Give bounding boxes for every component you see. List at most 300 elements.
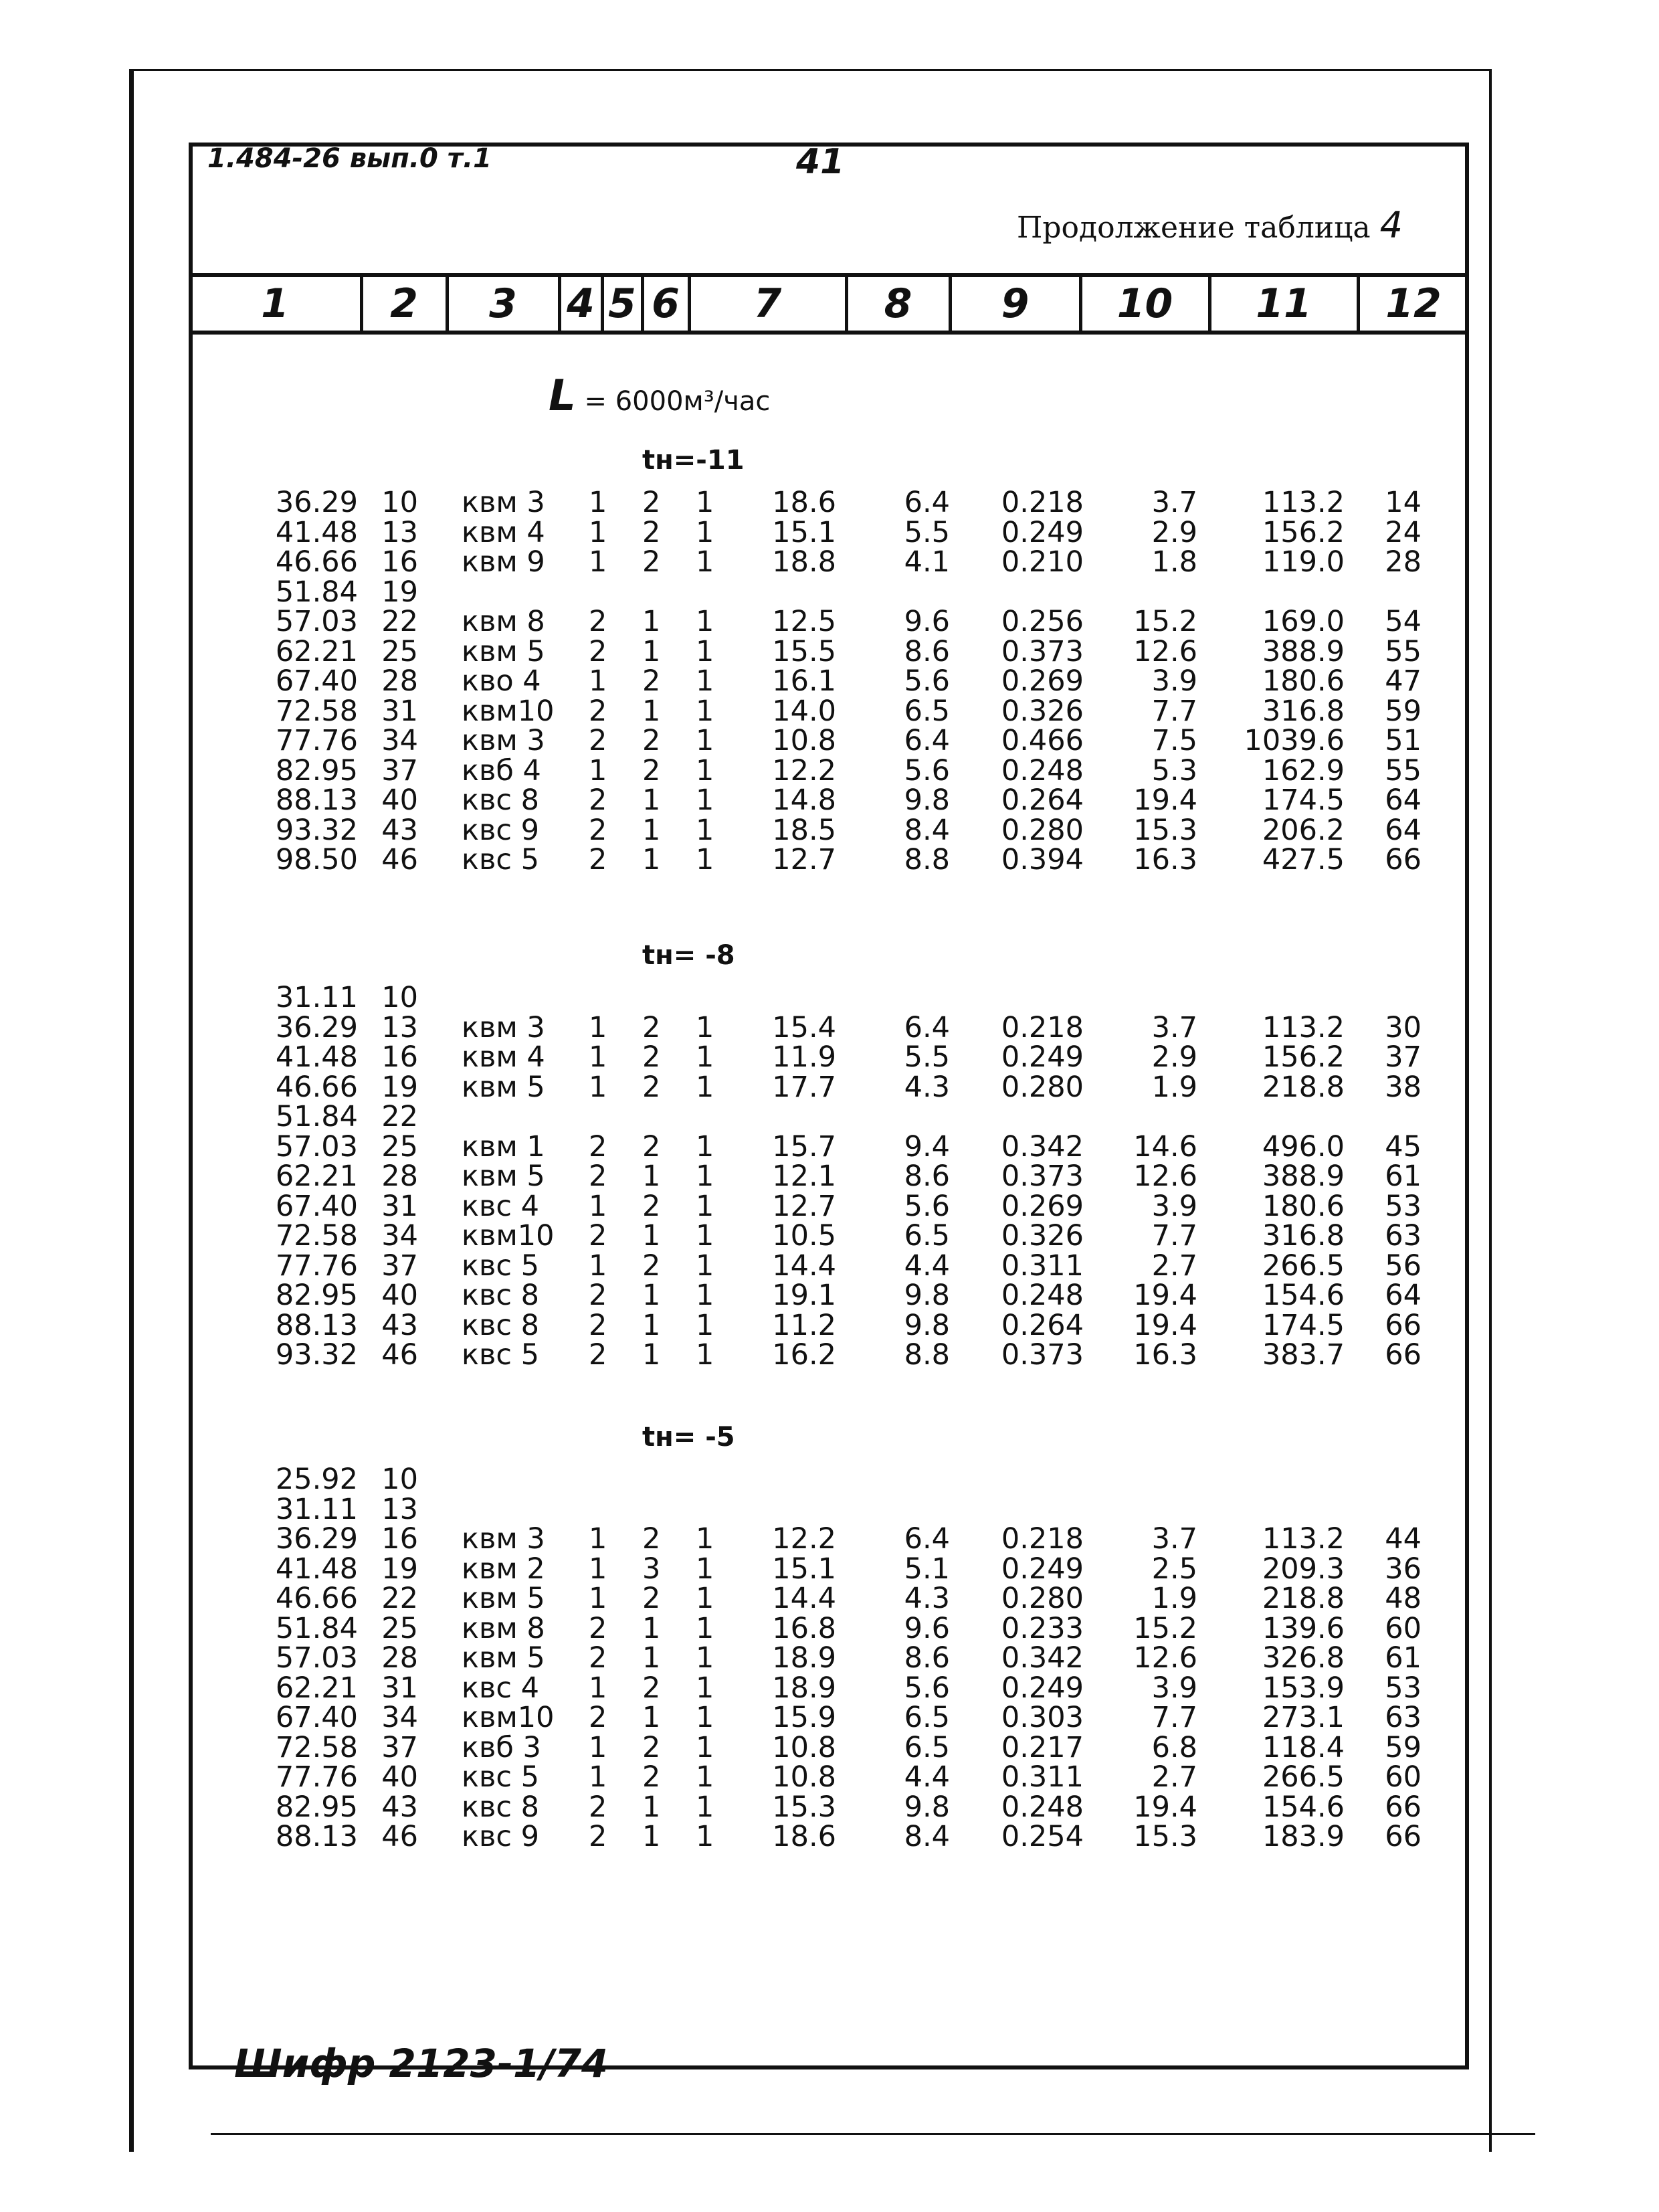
table-cell-col1: 82.95: [275, 753, 358, 788]
table-cell-col1: 41.48: [275, 515, 358, 549]
table-cell-col3: квм 3: [462, 486, 545, 519]
table-cell-col12: 66: [1385, 1308, 1422, 1342]
table-cell-col9: 0.373: [1001, 634, 1084, 668]
table-cell-col4: 1: [589, 1522, 607, 1556]
table-cell-col9: 0.210: [1001, 545, 1084, 579]
table-cell-col10: 3.7: [1151, 1010, 1197, 1044]
table-cell-col7: 18.6: [772, 486, 836, 519]
table-cell-col11: 388.9: [1262, 1160, 1345, 1193]
table-cell-col1: 57.03: [275, 1641, 358, 1675]
table-cell-col9: 0.373: [1001, 1160, 1084, 1193]
table-cell-col5: 1: [642, 784, 661, 817]
table-cell-col12: 64: [1385, 784, 1422, 817]
table-cell-col12: 61: [1385, 1160, 1422, 1193]
table-cell-col2: 16: [381, 1522, 418, 1556]
table-cell-col7: 10.8: [772, 1760, 836, 1794]
column-header-5: 5: [608, 280, 636, 327]
table-cell-col1: 41.48: [275, 1040, 358, 1074]
table-cell-col3: квм 8: [462, 605, 545, 638]
table-cell-col10: 7.5: [1151, 724, 1197, 757]
table-cell-col1: 31.11: [275, 1492, 358, 1526]
column-divider: [949, 277, 952, 331]
table-cell-col5: 1: [642, 605, 661, 638]
table-cell-col1: 88.13: [275, 1820, 358, 1853]
table-cell-col4: 2: [589, 634, 607, 668]
table-cell-col2: 46: [381, 1338, 418, 1372]
table-cell-col5: 1: [642, 1219, 661, 1253]
table-cell-col7: 15.3: [772, 1790, 836, 1824]
table-cell-col3: квм 1: [462, 1129, 545, 1164]
table-cell-col9: 0.269: [1001, 1189, 1084, 1223]
column-header-1: 1: [261, 280, 289, 327]
table-cell-col1: 98.50: [275, 843, 358, 877]
table-cell-col4: 1: [589, 486, 607, 519]
table-cell-col8: 8.8: [904, 843, 950, 877]
table-cell-col3: квм 3: [462, 1010, 545, 1044]
table-cell-col1: 62.21: [275, 634, 358, 668]
column-divider: [688, 277, 691, 331]
table-cell-col7: 12.2: [772, 1522, 836, 1556]
footer-code: Шифр 2123-1/74: [234, 2041, 609, 2086]
airflow-value: = 6000м³/час: [584, 386, 771, 417]
column-header-7: 7: [753, 280, 782, 327]
table-cell-col10: 2.9: [1151, 515, 1197, 549]
table-cell-col12: 59: [1385, 694, 1422, 728]
table-cell-col10: 16.3: [1133, 843, 1197, 877]
table-cell-col6: 1: [696, 694, 714, 728]
table-cell-col3: квб 3: [462, 1730, 541, 1764]
table-cell-col5: 2: [642, 1522, 661, 1556]
table-cell-col4: 1: [589, 515, 607, 549]
table-cell-col3: квм10: [462, 1219, 555, 1253]
column-header-12: 12: [1385, 280, 1442, 327]
table-cell-col1: 93.32: [275, 1338, 358, 1372]
table-cell-col9: 0.269: [1001, 664, 1084, 698]
table-cell-col2: 25: [381, 634, 418, 668]
table-cell-col4: 1: [589, 664, 607, 698]
table-cell-col7: 10.8: [772, 724, 836, 757]
table-cell-col5: 1: [642, 634, 661, 668]
table-cell-col7: 10.5: [772, 1219, 836, 1253]
table-cell-col6: 1: [696, 1010, 714, 1044]
table-cell-col3: квм 3: [462, 1522, 545, 1556]
table-cell-col6: 1: [696, 1790, 714, 1824]
table-cell-col3: квм 8: [462, 1611, 545, 1645]
table-cell-col6: 1: [696, 634, 714, 668]
table-cell-col1: 62.21: [275, 1160, 358, 1193]
table-cell-col2: 25: [381, 1611, 418, 1645]
table-cell-col5: 2: [642, 486, 661, 519]
table-cell-col9: 0.218: [1001, 1522, 1084, 1556]
page-number: 41: [796, 142, 845, 182]
table-cell-col11: 154.6: [1262, 1279, 1345, 1312]
table-cell-col9: 0.249: [1001, 515, 1084, 549]
table-cell-col1: 46.66: [275, 1070, 358, 1104]
table-cell-col6: 1: [696, 1671, 714, 1705]
table-cell-col2: 37: [381, 1730, 418, 1764]
table-cell-col9: 0.256: [1001, 605, 1084, 638]
table-cell-col2: 46: [381, 843, 418, 877]
table-cell-col1: 36.29: [275, 486, 358, 519]
table-cell-col8: 6.4: [904, 1522, 950, 1556]
table-cell-col11: 169.0: [1262, 605, 1345, 638]
table-cell-col3: квм 5: [462, 1641, 545, 1675]
table-cell-col3: квм10: [462, 1701, 555, 1734]
table-cell-col12: 14: [1385, 486, 1422, 519]
table-cell-col8: 8.6: [904, 634, 950, 668]
table-cell-col3: квм 5: [462, 1582, 545, 1615]
column-header-11: 11: [1256, 280, 1312, 327]
table-cell-col11: 206.2: [1262, 813, 1345, 847]
table-cell-col4: 1: [589, 545, 607, 579]
table-cell-col8: 9.8: [904, 1279, 950, 1312]
table-cell-col12: 48: [1385, 1582, 1422, 1615]
table-cell-col3: квм 5: [462, 1160, 545, 1193]
table-cell-col2: 31: [381, 1189, 418, 1223]
table-cell-col7: 14.4: [772, 1582, 836, 1615]
table-cell-col12: 36: [1385, 1552, 1422, 1586]
table-cell-col2: 34: [381, 1219, 418, 1253]
column-header-4: 4: [567, 280, 595, 327]
table-cell-col10: 15.2: [1133, 1611, 1197, 1645]
document-reference: 1.484-26 вып.0 т.1: [207, 143, 492, 174]
table-cell-col11: 118.4: [1262, 1730, 1345, 1764]
table-cell-col12: 66: [1385, 843, 1422, 877]
table-cell-col1: 88.13: [275, 784, 358, 817]
table-cell-col11: 113.2: [1262, 1522, 1345, 1556]
table-cell-col1: 57.03: [275, 1129, 358, 1164]
table-cell-col5: 1: [642, 1611, 661, 1645]
table-cell-col7: 11.9: [772, 1040, 836, 1074]
table-cell-col10: 12.6: [1133, 1160, 1197, 1193]
table-cell-col2: 28: [381, 664, 418, 698]
table-cell-col3: квс 8: [462, 1308, 539, 1342]
table-cell-col9: 0.248: [1001, 1279, 1084, 1312]
table-cell-col11: 113.2: [1262, 1010, 1345, 1044]
table-cell-col9: 0.373: [1001, 1338, 1084, 1372]
table-cell-col12: 64: [1385, 1279, 1422, 1312]
table-cell-col10: 3.7: [1151, 1522, 1197, 1556]
table-cell-col3: квм 5: [462, 634, 545, 668]
table-cell-col7: 15.1: [772, 1552, 836, 1586]
table-cell-col10: 7.7: [1151, 694, 1197, 728]
column-header-6: 6: [652, 280, 680, 327]
table-cell-col10: 3.7: [1151, 486, 1197, 519]
table-cell-col6: 1: [696, 1641, 714, 1675]
table-cell-col8: 9.4: [904, 1129, 950, 1164]
table-cell-col2: 10: [381, 1463, 418, 1496]
table-cell-col1: 77.76: [275, 1760, 358, 1794]
table-cell-col5: 1: [642, 1790, 661, 1824]
table-cell-col6: 1: [696, 1338, 714, 1372]
table-cell-col8: 8.6: [904, 1160, 950, 1193]
table-cell-col12: 53: [1385, 1671, 1422, 1705]
table-cell-col12: 66: [1385, 1790, 1422, 1824]
table-cell-col6: 1: [696, 784, 714, 817]
table-cell-col3: квс 5: [462, 843, 539, 877]
table-cell-col2: 22: [381, 1582, 418, 1615]
table-cell-col10: 12.6: [1133, 1641, 1197, 1675]
table-cell-col3: квм 2: [462, 1552, 545, 1586]
table-cell-col7: 11.2: [772, 1308, 836, 1342]
table-cell-col11: 273.1: [1262, 1701, 1345, 1734]
table-cell-col6: 1: [696, 753, 714, 788]
table-cell-col10: 3.9: [1151, 664, 1197, 698]
table-cell-col2: 19: [381, 1552, 418, 1586]
table-cell-col1: 93.32: [275, 813, 358, 847]
table-cell-col8: 4.3: [904, 1582, 950, 1615]
table-cell-col3: квм 5: [462, 1070, 545, 1104]
table-cell-col9: 0.233: [1001, 1611, 1084, 1645]
table-cell-col6: 1: [696, 1189, 714, 1223]
table-cell-col3: квс 8: [462, 1790, 539, 1824]
table-cell-col11: 154.6: [1262, 1790, 1345, 1824]
table-cell-col5: 2: [642, 1760, 661, 1794]
table-cell-col11: 174.5: [1262, 784, 1345, 817]
table-cell-col2: 16: [381, 545, 418, 579]
table-cell-col8: 9.8: [904, 1790, 950, 1824]
table-cell-col10: 19.4: [1133, 784, 1197, 817]
table-cell-col9: 0.218: [1001, 486, 1084, 519]
table-cell-col4: 2: [589, 1219, 607, 1253]
table-cell-col10: 1.9: [1151, 1070, 1197, 1104]
table-cell-col7: 18.9: [772, 1671, 836, 1705]
table-cell-col4: 2: [589, 1611, 607, 1645]
table-cell-col11: 139.6: [1262, 1611, 1345, 1645]
table-cell-col6: 1: [696, 545, 714, 579]
table-cell-col11: 209.3: [1262, 1552, 1345, 1586]
table-cell-col11: 162.9: [1262, 753, 1345, 788]
table-cell-col11: 183.9: [1262, 1820, 1345, 1853]
table-cell-col5: 2: [642, 1189, 661, 1223]
table-cell-col2: 13: [381, 515, 418, 549]
table-cell-col7: 16.1: [772, 664, 836, 698]
table-cell-col4: 2: [589, 1338, 607, 1372]
table-cell-col9: 0.264: [1001, 1308, 1084, 1342]
table-cell-col11: 388.9: [1262, 634, 1345, 668]
table-cell-col1: 46.66: [275, 1582, 358, 1615]
table-cell-col8: 4.3: [904, 1070, 950, 1104]
table-cell-col4: 2: [589, 724, 607, 757]
table-cell-col7: 19.1: [772, 1279, 836, 1312]
table-cell-col6: 1: [696, 1308, 714, 1342]
table-cell-col6: 1: [696, 724, 714, 757]
table-cell-col3: квс 8: [462, 784, 539, 817]
table-cell-col8: 9.6: [904, 1611, 950, 1645]
table-cell-col1: 67.40: [275, 1701, 358, 1734]
table-cell-col4: 1: [589, 1010, 607, 1044]
table-cell-col4: 2: [589, 605, 607, 638]
table-cell-col8: 6.4: [904, 1010, 950, 1044]
table-cell-col5: 2: [642, 1070, 661, 1104]
table-cell-col10: 2.5: [1151, 1552, 1197, 1586]
table-cell-col10: 19.4: [1133, 1790, 1197, 1824]
table-cell-col4: 2: [589, 1160, 607, 1193]
table-cell-col8: 6.5: [904, 1730, 950, 1764]
table-cell-col11: 427.5: [1262, 843, 1345, 877]
table-cell-col3: квс 5: [462, 1338, 539, 1372]
table-cell-col1: 62.21: [275, 1671, 358, 1705]
table-cell-col12: 53: [1385, 1189, 1422, 1223]
table-cell-col12: 24: [1385, 515, 1422, 549]
table-cell-col11: 180.6: [1262, 1189, 1345, 1223]
table-cell-col2: 22: [381, 1100, 418, 1133]
table-cell-col1: 88.13: [275, 1308, 358, 1342]
table-cell-col3: квс 4: [462, 1189, 539, 1223]
table-cell-col3: квс 8: [462, 1279, 539, 1312]
table-cell-col2: 40: [381, 1760, 418, 1794]
table-cell-col12: 59: [1385, 1730, 1422, 1764]
table-cell-col3: квс 4: [462, 1671, 539, 1705]
table-cell-col6: 1: [696, 1279, 714, 1312]
table-cell-col10: 2.9: [1151, 1040, 1197, 1074]
column-divider: [1208, 277, 1211, 331]
table-cell-col8: 6.5: [904, 1219, 950, 1253]
table-cell-col7: 16.2: [772, 1338, 836, 1372]
table-cell-col6: 1: [696, 1760, 714, 1794]
table-cell-col4: 1: [589, 1189, 607, 1223]
table-cell-col7: 18.8: [772, 545, 836, 579]
table-cell-col12: 61: [1385, 1641, 1422, 1675]
table-cell-col10: 5.3: [1151, 753, 1197, 788]
table-cell-col8: 4.4: [904, 1760, 950, 1794]
table-cell-col5: 1: [642, 1641, 661, 1675]
table-cell-col10: 19.4: [1133, 1308, 1197, 1342]
table-cell-col7: 14.4: [772, 1249, 836, 1283]
table-cell-col3: квм 4: [462, 515, 545, 549]
table-cell-col3: квб 4: [462, 753, 541, 788]
table-cell-col11: 218.8: [1262, 1582, 1345, 1615]
column-divider: [360, 277, 363, 331]
table-cell-col7: 17.7: [772, 1070, 836, 1104]
section-title: tн=-11: [642, 445, 745, 476]
table-cell-col10: 7.7: [1151, 1701, 1197, 1734]
table-cell-col5: 2: [642, 515, 661, 549]
table-cell-col4: 1: [589, 1552, 607, 1586]
table-cell-col1: 82.95: [275, 1279, 358, 1312]
table-cell-col4: 2: [589, 1641, 607, 1675]
table-cell-col4: 2: [589, 1279, 607, 1312]
table-cell-col11: 316.8: [1262, 694, 1345, 728]
table-cell-col2: 22: [381, 605, 418, 638]
table-continuation-title: [1017, 204, 1403, 246]
table-cell-col4: 2: [589, 784, 607, 817]
table-cell-col7: 18.9: [772, 1641, 836, 1675]
table-cell-col7: 15.1: [772, 515, 836, 549]
table-cell-col12: 66: [1385, 1820, 1422, 1853]
table-cell-col12: 38: [1385, 1070, 1422, 1104]
table-cell-col8: 5.1: [904, 1552, 950, 1586]
table-cell-col9: 0.280: [1001, 1070, 1084, 1104]
table-cell-col12: 37: [1385, 1040, 1422, 1074]
table-cell-col8: 5.6: [904, 664, 950, 698]
table-cell-col11: 266.5: [1262, 1760, 1345, 1794]
table-cell-col1: 51.84: [275, 575, 358, 609]
table-cell-col12: 28: [1385, 545, 1422, 579]
table-cell-col10: 2.7: [1151, 1760, 1197, 1794]
table-cell-col12: 55: [1385, 753, 1422, 788]
table-cell-col8: 4.4: [904, 1249, 950, 1283]
table-cell-col9: 0.466: [1001, 724, 1084, 757]
table-cell-col9: 0.218: [1001, 1010, 1084, 1044]
table-cell-col9: 0.280: [1001, 1582, 1084, 1615]
column-header-3: 3: [489, 280, 517, 327]
table-cell-col12: 51: [1385, 724, 1422, 757]
table-cell-col1: 41.48: [275, 1552, 358, 1586]
table-cell-col6: 1: [696, 1129, 714, 1164]
table-cell-col2: 40: [381, 1279, 418, 1312]
table-cell-col4: 1: [589, 1760, 607, 1794]
table-cell-col6: 1: [696, 843, 714, 877]
table-cell-col6: 1: [696, 605, 714, 638]
column-header-row: [189, 273, 1469, 335]
table-cell-col5: 1: [642, 1820, 661, 1853]
table-cell-col12: 30: [1385, 1010, 1422, 1044]
table-cell-col2: 28: [381, 1641, 418, 1675]
table-cell-col12: 66: [1385, 1338, 1422, 1372]
table-cell-col6: 1: [696, 1701, 714, 1734]
table-cell-col8: 9.8: [904, 1308, 950, 1342]
table-cell-col7: 14.8: [772, 784, 836, 817]
table-cell-col12: 60: [1385, 1760, 1422, 1794]
table-cell-col6: 1: [696, 1552, 714, 1586]
table-cell-col12: 55: [1385, 634, 1422, 668]
table-cell-col7: 15.7: [772, 1129, 836, 1164]
table-cell-col1: 36.29: [275, 1010, 358, 1044]
table-cell-col4: 2: [589, 813, 607, 847]
table-cell-col2: 43: [381, 1308, 418, 1342]
table-cell-col2: 37: [381, 1249, 418, 1283]
table-cell-col11: 119.0: [1262, 545, 1345, 579]
table-cell-col7: 12.2: [772, 753, 836, 788]
table-cell-col9: 0.248: [1001, 1790, 1084, 1824]
bottom-rule: [211, 2133, 1535, 2135]
table-cell-col5: 2: [642, 1010, 661, 1044]
table-cell-col1: 25.92: [275, 1463, 358, 1496]
airflow-label: [549, 371, 770, 421]
table-cell-col2: 31: [381, 1671, 418, 1705]
table-cell-col7: 15.4: [772, 1010, 836, 1044]
table-cell-col8: 5.5: [904, 1040, 950, 1074]
table-cell-col2: 13: [381, 1010, 418, 1044]
section-title: tн= -8: [642, 940, 735, 971]
table-cell-col5: 2: [642, 1249, 661, 1283]
table-cell-col10: 19.4: [1133, 1279, 1197, 1312]
table-cell-col5: 2: [642, 1671, 661, 1705]
table-cell-col1: 67.40: [275, 664, 358, 698]
table-cell-col12: 56: [1385, 1249, 1422, 1283]
table-cell-col1: 72.58: [275, 694, 358, 728]
table-cell-col6: 1: [696, 664, 714, 698]
table-cell-col3: кво 4: [462, 664, 541, 698]
table-cell-col9: 0.342: [1001, 1641, 1084, 1675]
column-divider: [446, 277, 449, 331]
table-cell-col7: 12.7: [772, 843, 836, 877]
table-cell-col9: 0.394: [1001, 843, 1084, 877]
table-cell-col2: 13: [381, 1492, 418, 1526]
table-cell-col1: 36.29: [275, 1522, 358, 1556]
table-cell-col8: 8.6: [904, 1641, 950, 1675]
table-cell-col11: 383.7: [1262, 1338, 1345, 1372]
table-cell-col10: 15.3: [1133, 813, 1197, 847]
table-cell-col11: 326.8: [1262, 1641, 1345, 1675]
table-cell-col4: 2: [589, 1129, 607, 1164]
table-cell-col5: 1: [642, 1279, 661, 1312]
table-cell-col6: 1: [696, 1820, 714, 1853]
table-cell-col12: 45: [1385, 1129, 1422, 1164]
table-cell-col8: 6.5: [904, 694, 950, 728]
table-cell-col8: 5.5: [904, 515, 950, 549]
